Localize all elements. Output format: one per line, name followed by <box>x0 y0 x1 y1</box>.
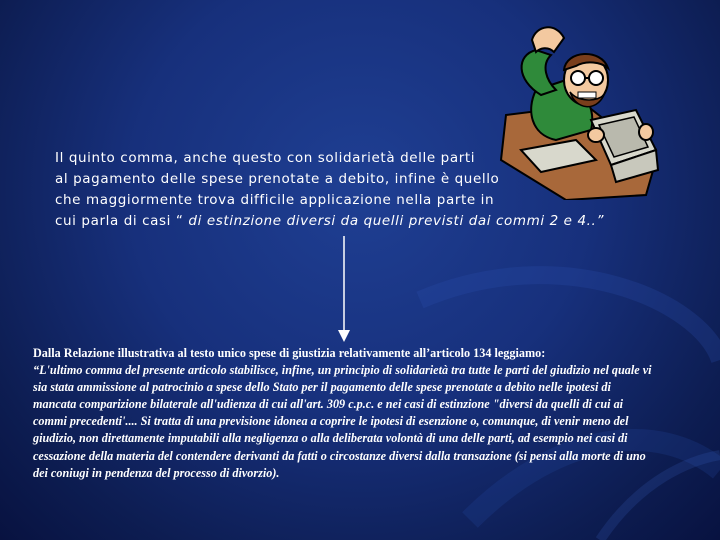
intro-line-1: Il quinto comma, anche questo con solidarietà delle parti <box>55 150 476 166</box>
relazione-paragraph <box>33 345 653 482</box>
intro-line-4-quote: di estinzione diversi da quelli previsti dai commi 2 e 4..” <box>183 213 605 229</box>
relazione-quote: “L'ultimo comma del presente articolo stabilisce, infine, un principio di solidarietà tra tutte le parti del giudizio nel quale vi sia stata ammissione al patrocinio a spese dello Stato per il pagamento delle spese prenotate a debito nelle ipotesi di mancata comparizione bilaterale all'udienza di cui all'art. 309 c.p.c. e nei casi di estinzione "diversi da quelli di cui ai commi precedenti'.... Si tratta di una previsione idonea a coprire le ipotesi di esenzione o, comunque, di venir meno del giudizio, non direttamente imputabili alla negligenza o alla deliberata volontà di una delle parti, ad esempio nei casi di cessazione della materia del contendere derivanti da fatti o circostanze diversi dalla transazione (si pensi alla morte di uno dei coniugi in pendenza del processo di divorzio). <box>33 363 652 480</box>
intro-line-4-prefix: cui parla di casi “ <box>55 213 184 229</box>
intro-line-4 <box>55 211 615 232</box>
intro-line-3: che maggiormente trova difficile applicazione nella parte in <box>55 192 495 208</box>
relazione-lead: Dalla Relazione illustrativa al testo unico spese di giustizia relativamente all’articolo 134 leggiamo: <box>33 346 546 360</box>
frustrated-man-at-computer-icon <box>496 10 666 200</box>
intro-line-2: al pagamento delle spese prenotate a debito, infine è quello <box>55 171 500 187</box>
arrow-down-icon <box>336 236 352 344</box>
